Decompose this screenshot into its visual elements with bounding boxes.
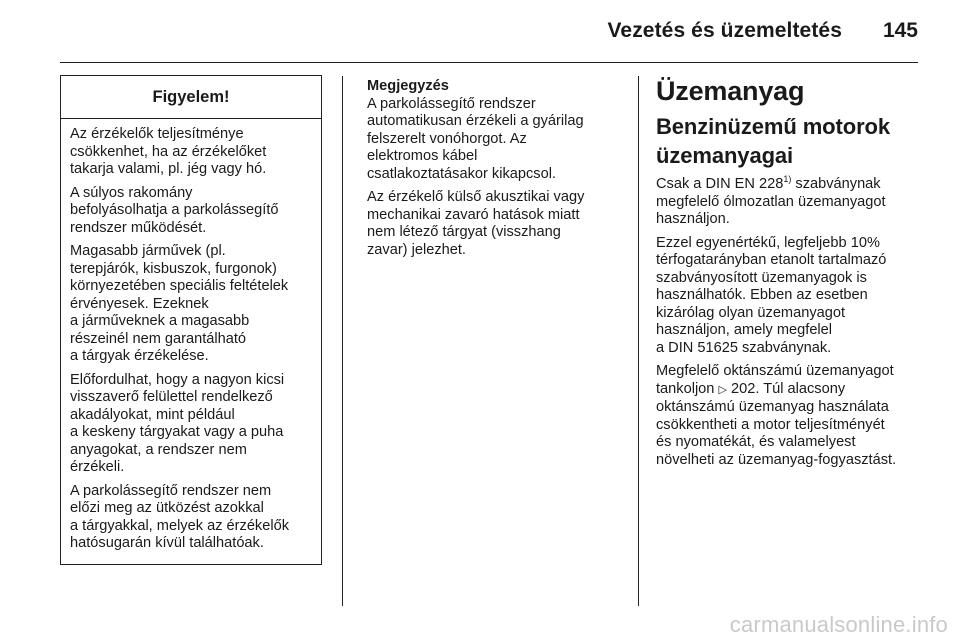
section-heading: Üzemanyag [656, 76, 805, 106]
column-divider-1 [342, 76, 343, 606]
note-label: Megjegyzés [367, 78, 449, 94]
column-divider-2 [638, 76, 639, 606]
note-paragraph: Az érzékelő külső akusztikai vagy mechanikai zavaró hatások miatt nem létező tárgyat (visszhang zavar) jelezhet. [367, 189, 585, 258]
fuel-p1-text: Csak a DIN EN 228 [656, 176, 784, 192]
note-paragraph: A parkolássegítő rendszer automatikusan érzékeli a gyárilag felszerelt vonóhorgot. Az elektromos kábel csatlakoztatásakor kikapcsol. [367, 95, 584, 182]
footnote-marker: 1) [783, 174, 792, 185]
warning-body [61, 119, 321, 553]
fuel-paragraph-3 [656, 363, 946, 469]
warning-paragraph: A parkolássegítő rendszer nem előzi meg az ütközést azokkal a tárgyakkal, melyek az érzékelők hatósugarán kívül találhatóak. [70, 482, 289, 551]
note-column [367, 78, 617, 265]
fuel-p1-text-cont: szabványnak megfelelő ólmozatlan üzemanyagot használjon. [656, 176, 886, 227]
fuel-p3-text: Megfelelő oktánszámú üzemanyagot tankoljon [656, 363, 894, 397]
reference-arrow-icon: ▷ [718, 383, 727, 396]
warning-box [60, 75, 322, 565]
header-title: Vezetés és üzemeltetés [607, 19, 842, 42]
fuel-paragraph-1 [656, 176, 946, 229]
warning-paragraph: Előfordulhat, hogy a nagyon kicsi visszaverő felülettel rendelkező akadályokat, mint például a keskeny tárgyakat vagy a puha anyagokat, a rendszer nem érzékeli. [70, 371, 285, 475]
fuel-p3-text-cont: 202. Túl alacsony oktánszámú üzemanyag használata csökkentheti a motor teljesítményét és nyomatékát, és valamelyest növelheti az üzemanyag-fogyasztást. [656, 380, 897, 468]
warning-title: Figyelem! [61, 76, 321, 119]
page-number: 145 [882, 19, 918, 42]
fuel-column [656, 76, 946, 475]
fuel-paragraph-2: Ezzel egyenértékű, legfeljebb 10% térfogatarányban etanolt tartalmazó szabványosított üzemanyagok is használhatók. Ebben az esetben kizárólag olyan üzemanyagot használjon, amely megfelel a DIN 51625 szabványnak. [656, 234, 887, 356]
warning-paragraph: A súlyos rakomány befolyásolhatja a parkolássegítő rendszer működését. [70, 184, 279, 236]
watermark: carmanualsonline.info [729, 612, 948, 637]
warning-paragraph: Az érzékelők teljesítménye csökkenhet, ha az érzékelőket takarja valami, pl. jég vagy hó. [70, 126, 267, 177]
subsection-heading: Benzinüzemű motorok üzemanyagai [656, 114, 890, 168]
warning-paragraph: Magasabb járművek (pl. terepjárók, kisbuszok, furgonok) környezetében speciális feltételek érvényesek. Ezeknek a járműveknek a magasabb részeinél nem garantálható a tárgyak érzékelése. [70, 243, 289, 364]
page-header [60, 0, 918, 63]
